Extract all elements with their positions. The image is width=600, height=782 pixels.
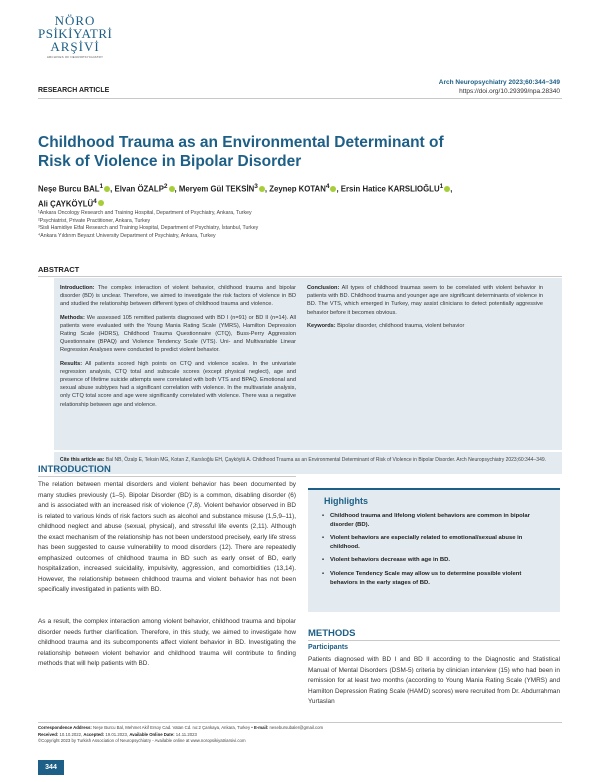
highlights-box [308,488,560,612]
author-affiliation-mark: 1 [99,183,104,190]
author-name: Ali ÇAYKÖYLÜ [38,199,94,209]
highlight-item: • Violence Tendency Scale may allow us to determine possible violent behaviors in the early stages of BD. [322,570,548,587]
abstract-conclusion: Conclusion: All types of childhood traumas seem to be correlated with violent behavior in patients with BD. Childhood trauma and younger age are significant determinants of violence in BD. The VTS, which emerged in Turkey, may assist clinicians to detect potentially aggressive behavior before it becomes obvious. [307,285,543,316]
methods-heading: METHODS [308,628,356,639]
abstract-column-left [60,284,296,414]
logo-line-2: PSİKİYATRİ [38,26,113,41]
dates-line: Received: 10.10.2022, Accepted: 19.01.2023, Available Online Date: 14.11.2023 [38,731,197,737]
abstract-introduction: Introduction: The complex interaction of violent behavior, childhood trauma and bipolar disorder (BD) is unclear. Therefore, we aimed to investigate the risk factors of violence in BD and studied the relationship between different types of childhood trauma and violence. [60,285,296,308]
author-affiliation-mark: 1 [439,183,444,190]
citation-text: Bal NB, Özalp E, Teksin MG, Kotan Z, Karslıoğlu EH, Çayköylü A. Childhood Trauma as an Environmental Determinant of Risk of Violence in Bipolar Disorder. Arch Neuropsychiatry 2023;60:344−349. [105,457,547,463]
author-name: Zeynep KOTAN [269,184,326,194]
journal-reference [439,78,560,96]
article-type: RESEARCH ARTICLE [38,87,110,94]
journal-logo [38,14,112,60]
affiliations [38,210,258,240]
citation-box [54,452,562,474]
orcid-icon[interactable] [169,186,175,192]
footer-divider [38,722,562,723]
abstract-divider [38,276,562,277]
header-divider [38,98,562,99]
highlights-list [322,512,548,592]
highlight-item: • Violent behaviors decrease with age in BD. [322,556,548,565]
methods-divider [308,640,560,641]
abstract-methods: Methods: We assessed 105 remitted patients diagnosed with BD I (n=91) or BD II (n=14). All patients were evaluated with the Young Mania Rating Scale (YMRS), Hamilton Depression Rating Scale (HDRS), Childhood Trauma Questionnaire (CTQ), Buss-Perry Aggression Questionnaire (BPAQ) and Violence Tendency Scale (VTS). Uni- and Multivariable Linear Regression Analyses were conducted to predict violent behavior. [60,314,296,354]
logo-line-1: NÖRO [54,13,96,28]
citation-label: Cite this article as: [60,457,105,463]
author-affiliation-mark: 4 [93,197,97,205]
orcid-icon[interactable] [330,186,336,192]
article-title: Childhood Trauma as an Environmental Determinant of Risk of Violence in Bipolar Disorder [38,134,444,170]
email-link[interactable]: nesebursubaler@gmail.com [269,725,324,730]
author-name: Meryem Gül TEKSİN [178,184,255,194]
author-name: Ersin Hatice KARSLIOĞLU [340,184,440,194]
orcid-icon[interactable] [444,186,450,192]
copyright-line: ©Copyright 2023 by Turkish Association of Neuropsychiatry - Available online at www.noropsikiyatriarsivi.com [38,738,246,744]
introduction-paragraph-2: As a result, the complex interaction among violent behavior, childhood trauma and bipolar disorder needs further clarification. Therefore, in this study, we aimed to investigate how childhood trauma and its subcomponents affect violent behavior in BD. Investigating the relationship between violent behavior and childhood trauma will contribute to finding methods that will help patients with BD. [38,618,296,668]
page-number: 344 [38,760,64,775]
methods-paragraph-1: Patients diagnosed with BD I and BD II according to the Diagnostic and Statistical Manual of Mental Disorders (DSM-5) criteria by clinician interview (15) who had been in remission for at least two months (according to Young Mania Rating Scale (YMRS) and Hamilton Depression Rating Scale (HAMD) scores) were recruited from Dr. Abdurrahman Yurtaslan [308,656,560,706]
orcid-icon[interactable] [104,186,110,192]
author-name: Elvan ÖZALP [114,184,164,194]
author-affiliation-mark: 2 [163,183,168,190]
abstract-keywords: Keywords: Bipolar disorder, childhood trauma, violent behavior [307,322,465,329]
doi-link[interactable]: https://doi.org/10.29399/npa.28340 [459,88,560,95]
journal-citation: Arch Neuropsychiatry 2023;60:344−349 [438,79,560,86]
author-affiliation-mark: 4 [325,183,330,190]
affiliation-item: ¹Ankara Oncology Research and Training Hospital, Department of Psychiatry, Ankara, Turkey [38,210,252,216]
logo-line-3: ARŞİVİ [50,39,100,54]
highlight-item: • Violent behaviors are especially related to emotional/sexual abuse in childhood. [322,534,548,551]
highlight-item: • Childhood trauma and lifelong violent behaviors are common in bipolar disorder (BD). [322,512,548,529]
introduction-heading: INTRODUCTION [38,464,111,475]
abstract-heading: ABSTRACT [38,265,80,274]
affiliation-item: ³Sisli Hamidiye Etfal Research and Training Hospital, Department of Psychiatry, İstanbul, Turkey [38,225,259,232]
introduction-divider [38,476,296,477]
author-name: Neşe Burcu BAL [38,184,100,194]
affiliation-item: ²Psychiatrist, Private Practitioner, Ankara, Turkey [38,217,151,224]
participants-subheading: Participants [308,644,349,651]
correspondence-line: Correspondence Address: Neşe Burcu Bal, Mehmet Akif Ersoy Cad. Vatan Cd. no:2 Çankaya, Ankara, Turkey • E-mail: nesebursubaler@gmail.com [38,725,324,730]
abstract-column-right [307,284,543,335]
author-list: Neşe Burcu BAL$^1$ , Elvan ÖZALP$^2$ , Meryem Gül TEKSİN$^3$ , Zeynep KOTAN$^4$ , Ersin Hatice KARSLIOĞLU$^1$ , Ali ÇAYKÖYLÜ$^4$ [38,183,453,209]
affiliation-item: ⁴Ankara Yıldırım Beyazıt University Department of Psychiatry, Ankara, Turkey [38,232,216,239]
abstract-results: Results: All patients scored high points on CTQ and violence scales. In the univariate regression analysis, CTQ total and subscale scores (except physical neglect), age and presence of lifetime suicide attempts were correlated with both VTS and BPAQ. Emotional and sexual abuse subtypes had a significant correlation with violence. In the multivariate analysis, only CTQ total score and age were significantly correlated with violence. There was a negative relationship between age and violence. [60,360,296,408]
orcid-icon[interactable] [259,186,265,192]
footer [38,725,558,745]
introduction-paragraph-1: The relation between mental disorders and violent behavior has been documented by many studies previously (1–5). Bipolar Disorder (BD) is a common, disabling disorder (6) and is associated with an increased risk of violence (7,8). Violent behavior observed in BD is related to various kinds of risk factors such as alcohol and substance misuse (1,5,9–11), childhood neglect and abuse (sexual, physical), and stressful life events (2,11). Although the exact mechanism of the relationship has not been understood precisely, early life stress has been suggested to cause vulnerability to mood disorders (12). There are repeatedly emphasized outcomes of childhood trauma in BD such as early onset of BD, early hospitalization, increased suicidality, impulsivity, aggression, and comorbidities (13,14). However, the relationship between childhood trauma and violent behavior has not been specifically investigated in patients with BD. [38,481,296,594]
orcid-icon[interactable] [98,200,104,206]
highlights-title: Highlights [324,496,368,506]
logo-subtitle: ARCHIVES OF NEUROPSYCHIATRY [46,55,104,59]
author-affiliation-mark: 3 [254,183,258,190]
